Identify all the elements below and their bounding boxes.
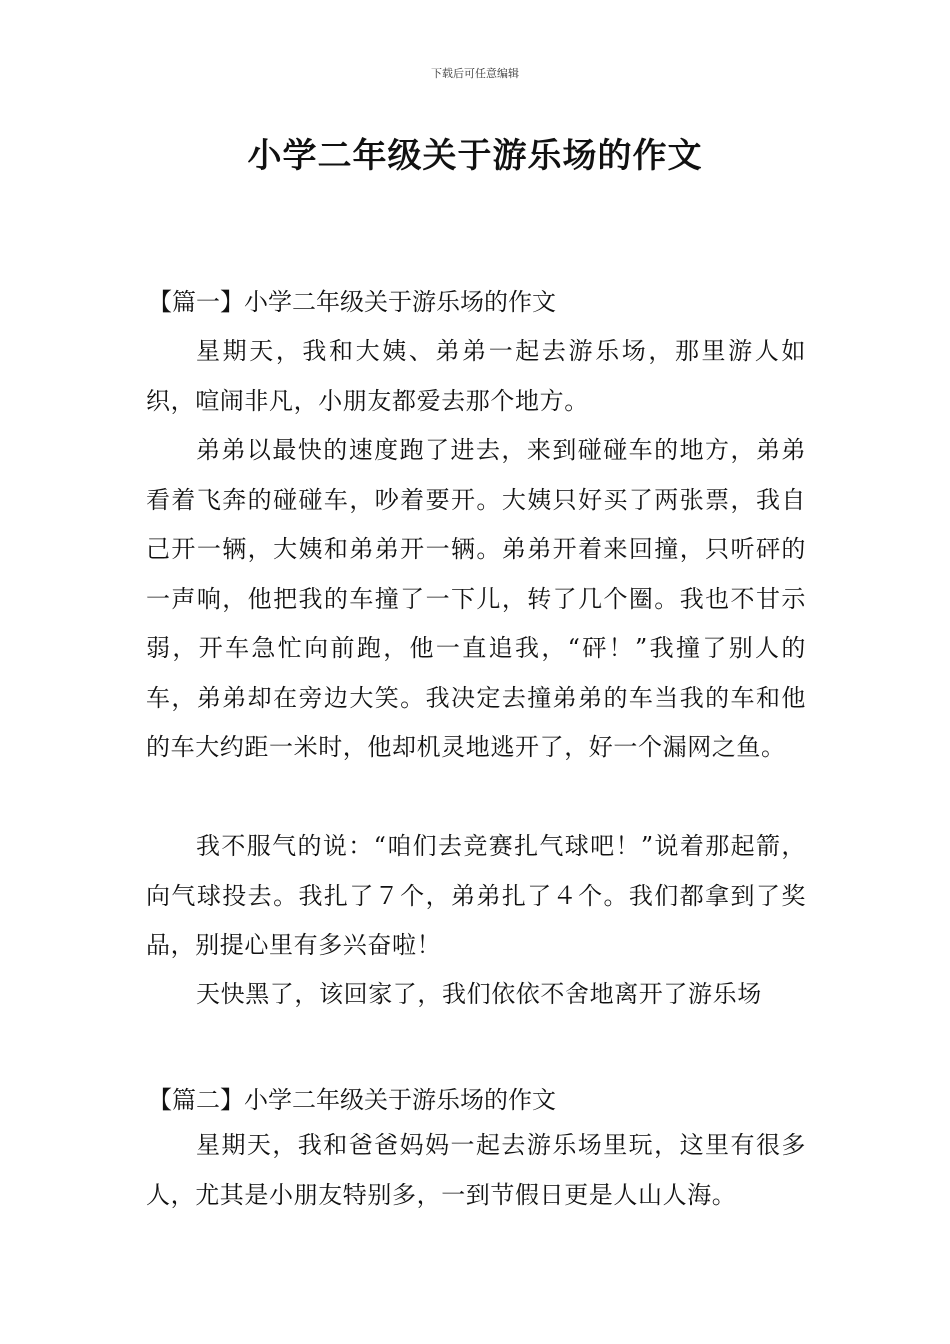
page-title: 小学二年级关于游乐场的作文 xyxy=(247,136,703,176)
paragraph-2-1: 星期天，我和爸爸妈妈一起去游乐场里玩，这里有很多人，尤其是小朋友特别多，一到节假日更是人山人海。 xyxy=(146,1131,806,1209)
paragraph-1-3: 我不服气的说：“咱们去竞赛扎气球吧！”说着那起箭，向气球投去。我扎了７个，弟弟扎了４个。我们都拿到了奖品，别提心里有多兴奋啦！ xyxy=(146,832,806,959)
section-heading-2: 【篇二】小学二年级关于游乐场的作文 xyxy=(148,1086,556,1114)
paragraph-1-1: 星期天，我和大姨、弟弟一起去游乐场，那里游人如织，喧闹非凡，小朋友都爱去那个地方。 xyxy=(146,337,806,415)
paragraph-1-4: 天快黑了，该回家了，我们依依不舍地离开了游乐场 xyxy=(196,980,762,1008)
header-note: 下载后可任意编辑 xyxy=(431,67,519,80)
paragraph-1-2: 弟弟以最快的速度跑了进去，来到碰碰车的地方，弟弟看着飞奔的碰碰车，吵着要开。大姨只好买了两张票，我自己开一辆，大姨和弟弟开一辆。弟弟开着来回撞，只听砰的一声响，他把我的车撞了一下儿，转了几个圈。我也不甘示弱，开车急忙向前跑，他一直追我，“砰！”我撞了别人的车，弟弟却在旁边大笑。我决定去撞弟弟的车当我的车和他的车大约距一米时，他却机灵地逃开了，好一个漏网之鱼。 xyxy=(146,436,806,761)
section-heading-1: 【篇一】小学二年级关于游乐场的作文 xyxy=(148,288,556,316)
